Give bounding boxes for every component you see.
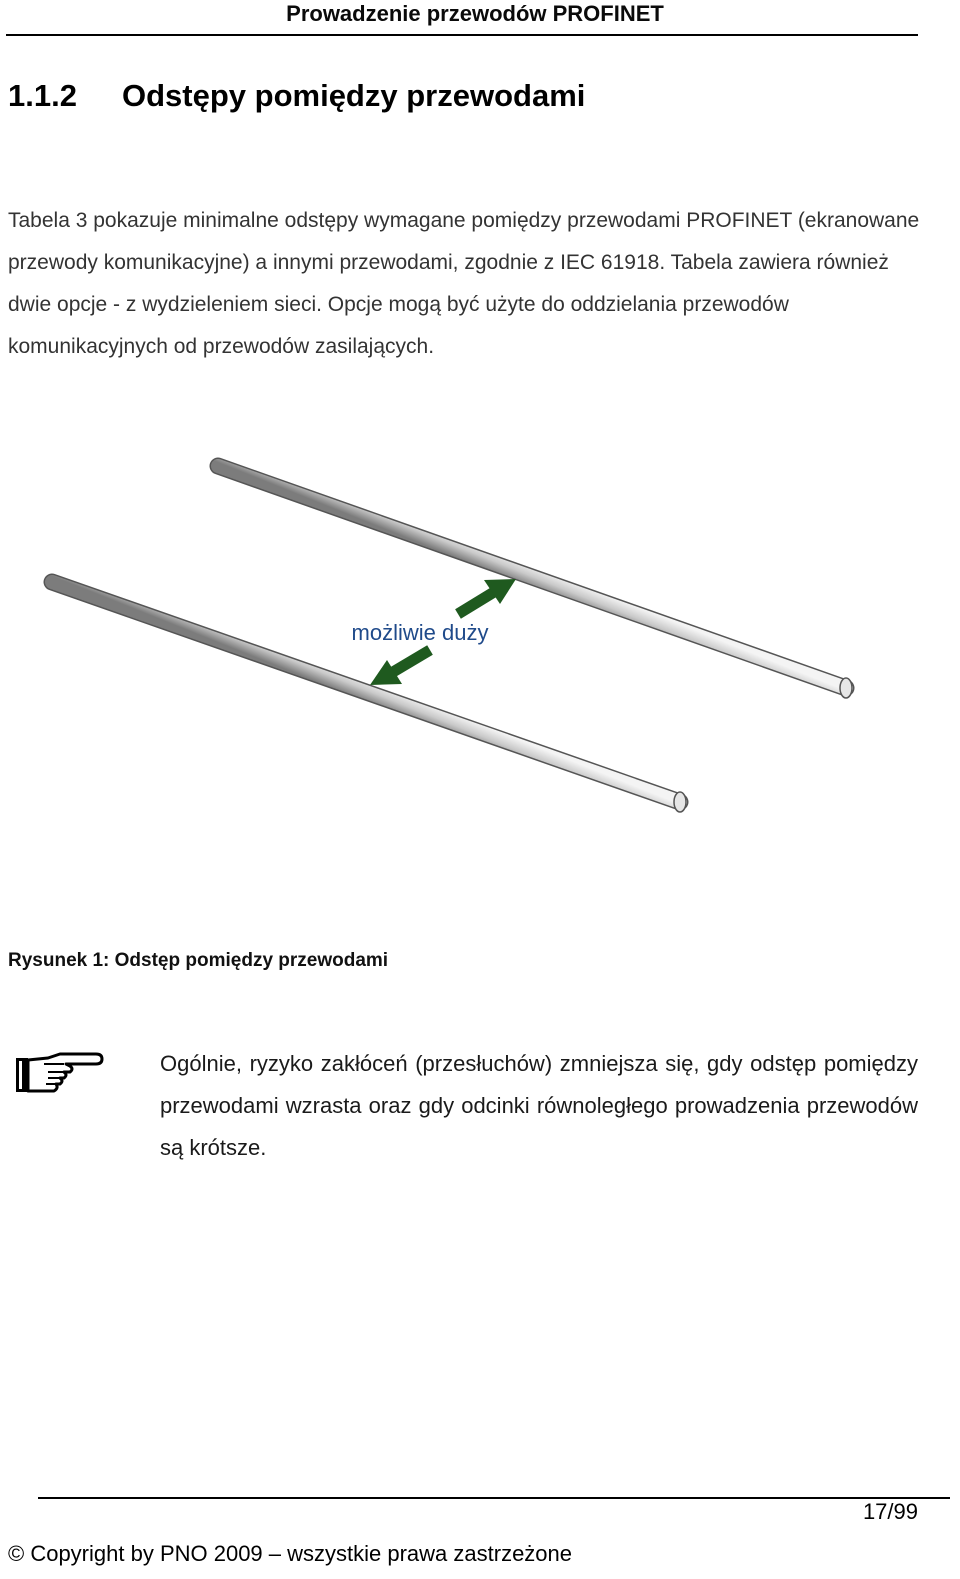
section-heading	[8, 74, 585, 118]
upper-cable	[218, 466, 852, 698]
page-number: 17/99	[862, 1499, 918, 1524]
note-text: Ogólnie, ryzyko zakłóceń (przesłuchów) zmniejsza się, gdy odstęp pomiędzy przewodami wzrasta oraz gdy odcinki równoległego prowadzenia przewodów są krótsze.	[160, 1051, 918, 1160]
lower-cable	[52, 582, 686, 812]
header-divider	[6, 34, 918, 36]
footer-divider	[38, 1497, 950, 1499]
copyright-notice: © Copyright by PNO 2009 – wszystkie prawa zastrzeżone	[8, 1541, 573, 1566]
section-number: 1.1.2	[8, 78, 77, 113]
section-title: Odstępy pomiędzy przewodami	[122, 78, 586, 113]
page-header-title: Prowadzenie przewodów PROFINET	[286, 1, 664, 26]
cable-spacing-illustration	[0, 440, 960, 840]
figure-caption: Rysunek 1: Odstęp pomiędzy przewodami	[8, 950, 389, 971]
spacing-arrow-up-icon	[458, 579, 516, 614]
cable-spacing-figure	[0, 440, 960, 840]
spacing-arrow-down-icon	[370, 650, 430, 685]
pointing-hand-icon	[14, 1048, 104, 1104]
intro-paragraph: Tabela 3 pokazuje minimalne odstępy wymagane pomiędzy przewodami PROFINET (ekranowane przewody komunikacyjne) a innymi przewodami, zgodnie z IEC 61918. Tabela zawiera również dwie opcje - z wydzieleniem sieci. Opcje mogą być użyte do oddzielania przewodów komunikacyjnych od przewodów zasilających.	[8, 209, 920, 358]
spacing-label: możliwie duży	[351, 620, 489, 645]
